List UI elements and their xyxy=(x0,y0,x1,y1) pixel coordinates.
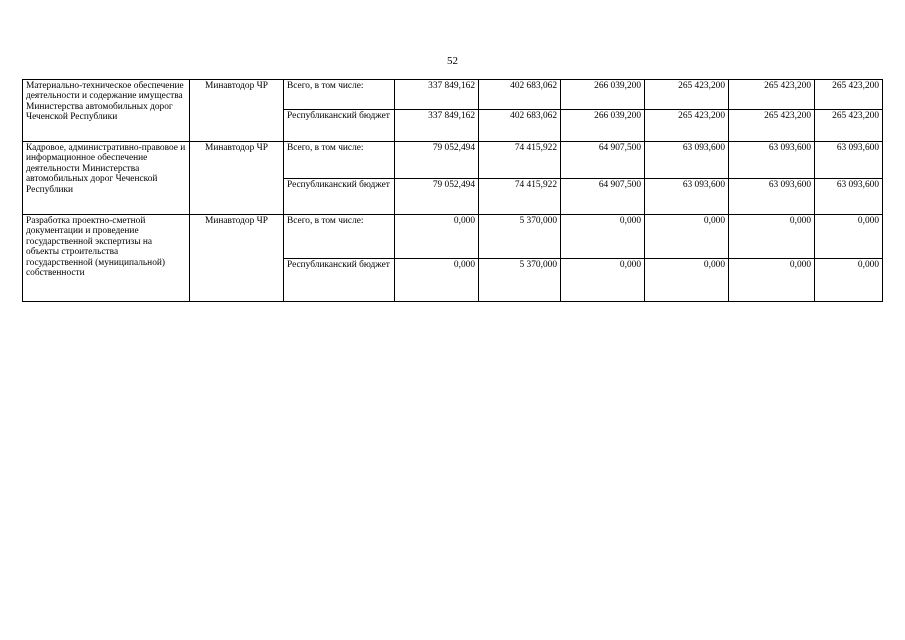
value-cell: 79 052,494 xyxy=(395,179,479,215)
activity-name: Материально-техническое обеспечение деятельности и содержание имущества Министерства автомобильных дорог Чеченской Республики xyxy=(23,80,190,142)
funding-source: Всего, в том числе: xyxy=(284,215,395,259)
budget-table xyxy=(22,79,883,302)
activity-name: Кадровое, административно-правовое и информационное обеспечение деятельности Министерства автомобильных дорог Чеченской Республики xyxy=(23,142,190,215)
funding-source: Всего, в том числе: xyxy=(284,80,395,110)
table-row xyxy=(23,215,883,259)
table-row xyxy=(23,142,883,179)
value-cell: 265 423,200 xyxy=(645,110,729,142)
value-cell: 265 423,200 xyxy=(645,80,729,110)
value-cell: 265 423,200 xyxy=(729,80,815,110)
value-cell: 64 907,500 xyxy=(561,179,645,215)
executor: Минавтодор ЧР xyxy=(190,80,284,142)
value-cell: 63 093,600 xyxy=(815,179,883,215)
page-number: 52 xyxy=(447,55,458,67)
value-cell: 0,000 xyxy=(395,259,479,302)
value-cell: 0,000 xyxy=(729,215,815,259)
value-cell: 5 370,000 xyxy=(479,259,561,302)
value-cell: 402 683,062 xyxy=(479,80,561,110)
activity-name: Разработка проектно-сметной документации и проведение государственной экспертизы на объекты строительства государственной (муниципальной) собственности xyxy=(23,215,190,302)
table-row xyxy=(23,80,883,110)
value-cell: 5 370,000 xyxy=(479,215,561,259)
funding-source: Республиканский бюджет xyxy=(284,110,395,142)
value-cell: 337 849,162 xyxy=(395,80,479,110)
value-cell: 63 093,600 xyxy=(815,142,883,179)
value-cell: 63 093,600 xyxy=(645,179,729,215)
value-cell: 265 423,200 xyxy=(815,110,883,142)
funding-source: Республиканский бюджет xyxy=(284,259,395,302)
value-cell: 0,000 xyxy=(645,259,729,302)
value-cell: 0,000 xyxy=(729,259,815,302)
value-cell: 74 415,922 xyxy=(479,179,561,215)
value-cell: 64 907,500 xyxy=(561,142,645,179)
value-cell: 0,000 xyxy=(645,215,729,259)
value-cell: 337 849,162 xyxy=(395,110,479,142)
value-cell: 63 093,600 xyxy=(729,179,815,215)
value-cell: 266 039,200 xyxy=(561,80,645,110)
executor: Минавтодор ЧР xyxy=(190,142,284,215)
value-cell: 63 093,600 xyxy=(729,142,815,179)
value-cell: 0,000 xyxy=(561,259,645,302)
value-cell: 0,000 xyxy=(561,215,645,259)
value-cell: 79 052,494 xyxy=(395,142,479,179)
value-cell: 265 423,200 xyxy=(729,110,815,142)
value-cell: 402 683,062 xyxy=(479,110,561,142)
value-cell: 0,000 xyxy=(815,259,883,302)
executor: Минавтодор ЧР xyxy=(190,215,284,302)
value-cell: 0,000 xyxy=(815,215,883,259)
value-cell: 0,000 xyxy=(395,215,479,259)
funding-source: Республиканский бюджет xyxy=(284,179,395,215)
value-cell: 265 423,200 xyxy=(815,80,883,110)
value-cell: 63 093,600 xyxy=(645,142,729,179)
value-cell: 266 039,200 xyxy=(561,110,645,142)
value-cell: 74 415,922 xyxy=(479,142,561,179)
funding-source: Всего, в том числе: xyxy=(284,142,395,179)
